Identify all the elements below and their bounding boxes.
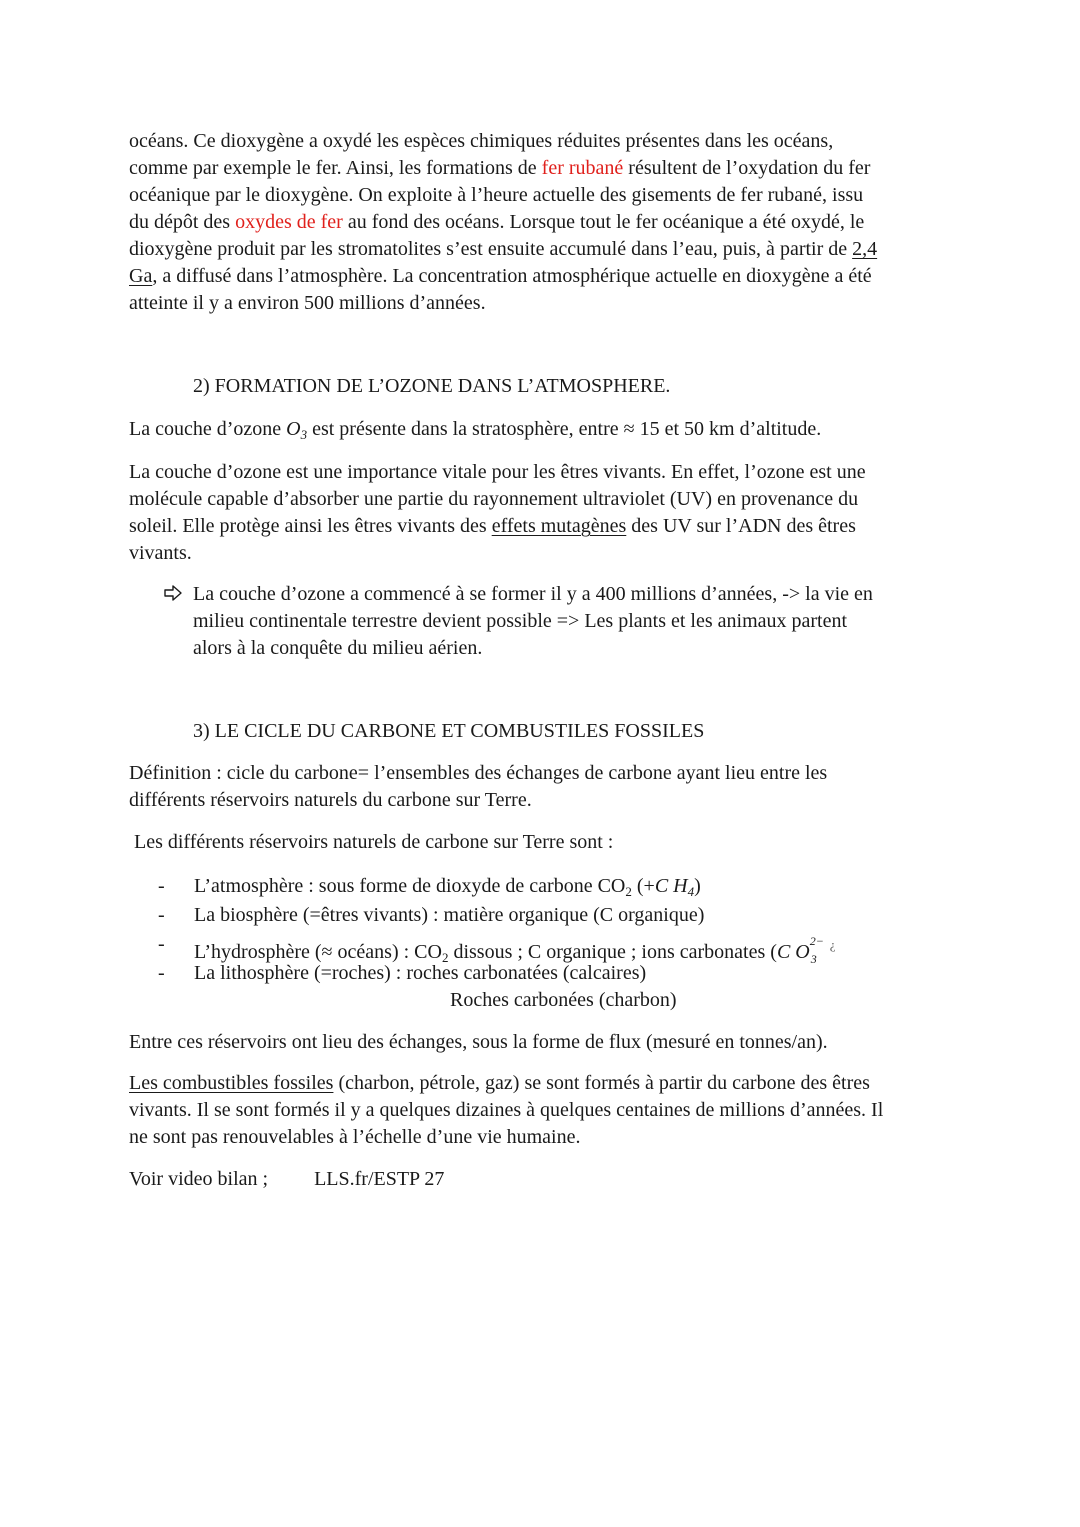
video-reference-line	[129, 1166, 444, 1193]
highlight-oxydes-de-fer: oxydes de fer	[235, 211, 343, 233]
text-line: La couche d’ozone $O_3$ est présente dans la stratosphère, entre ≈ 15 et 50 km d’altitude.	[129, 418, 822, 442]
section-heading-carbon: 3) LE CICLE DU CARBONE ET COMBUSTILES FOSSILES	[193, 720, 705, 742]
dash-bullet: -	[158, 904, 165, 926]
text-line: océanique par le dioxygène. On exploite à l’heure actuelle des gisements de fer rubané, issu	[129, 184, 864, 206]
underlined-date: 2,4	[852, 238, 878, 260]
text-line: océans. Ce dioxygène a oxydé les espèces chimiques réduites présentes dans les océans,	[129, 130, 834, 152]
paragraph-flux	[129, 1029, 959, 1056]
hollow-arrow-icon	[163, 583, 183, 603]
paragraph-ozone-importance	[129, 459, 959, 567]
text-line: du dépôt des oxydes de fer au fond des océans. Lorsque tout le fer océanique a été oxydé, le	[129, 211, 865, 233]
methane-formula: C $H_4$	[654, 875, 695, 899]
dash-bullet: -	[158, 875, 165, 897]
section-heading-ozone: 2) FORMATION DE L’OZONE DANS L’ATMOSPHERE.	[193, 375, 671, 397]
underlined-term: Les combustibles fossiles	[129, 1072, 334, 1094]
list-item-continuation: Roches carbonées (charbon)	[450, 989, 677, 1011]
underlined-term: effets mutagènes	[491, 515, 627, 537]
text-line: vivants.	[129, 542, 192, 564]
text-line: dioxygène produit par les stromatolites s’est ensuite accumulé dans l’eau, puis, à partir de 2,4	[129, 238, 878, 260]
text-line: vivants. Il se sont formés il y a quelques dizaines à quelques centaines de millions d’années. Il	[129, 1099, 884, 1121]
dash-bullet: -	[158, 933, 165, 955]
list-item: - L’atmosphère : sous forme de dioxyde de carbone $CO_2$ (+C $H_4$)	[158, 872, 958, 901]
text-line: Les différents réservoirs naturels de carbone sur Terre sont :	[134, 831, 614, 853]
text-line: Les combustibles fossiles (charbon, pétrole, gaz) se sont formés à partir du carbone des êtres	[129, 1072, 870, 1094]
paragraph-definition	[129, 760, 959, 814]
paragraph-reservoirs-intro	[134, 829, 964, 856]
dash-bullet: -	[158, 962, 165, 984]
video-reference-link[interactable]: LLS.fr/ESTP 27	[314, 1168, 445, 1190]
text-line: soleil. Elle protège ainsi les êtres vivants des effets mutagènes des UV sur l’ADN des êtres	[129, 515, 856, 537]
text-line: ne sont pas renouvelables à l’échelle d’une vie humaine.	[129, 1126, 581, 1148]
text-line: Définition : cicle du carbone= l’ensembles des échanges de carbone ayant lieu entre les	[129, 762, 828, 784]
text-line: Ga, a diffusé dans l’atmosphère. La concentration atmosphérique actuelle en dioxygène a été	[129, 265, 872, 287]
carbonate-formula: C O 2− 3	[776, 934, 824, 967]
text-line: atteinte il y a environ 500 millions d’années.	[129, 292, 486, 314]
text-line: milieu continentale terrestre devient possible => Les plants et les animaux partent	[193, 610, 848, 632]
text-line: molécule capable d’absorber une partie du rayonnement ultraviolet (UV) en provenance du	[129, 488, 859, 510]
list-item: - L’hydrosphère (≈ océans) : $CO_2$ dissous ; C organique ; ions carbonates (C O 2− 3 ¿	[158, 930, 958, 959]
highlight-fer-rubane: fer rubané	[541, 157, 624, 179]
paragraph-fossil-fuels	[129, 1070, 959, 1151]
paragraph-ozone-layer	[129, 416, 959, 448]
underlined-date: Ga	[129, 265, 153, 287]
text-line: Entre ces réservoirs ont lieu des échanges, sous la forme de flux (mesuré en tonnes/an).	[129, 1031, 828, 1053]
arrow-bullet-text	[193, 581, 953, 662]
video-label: Voir video bilan ;	[129, 1168, 269, 1190]
text-line: La couche d’ozone a commencé à se former il y a 400 millions d’années, -> la vie en	[193, 583, 873, 605]
list-item: - La lithosphère (=roches) : roches carbonatées (calcaires)	[158, 959, 958, 988]
ozone-formula: $O_3$	[286, 418, 308, 442]
reservoir-list	[158, 872, 958, 988]
text-line: différents réservoirs naturels du carbone sur Terre.	[129, 789, 532, 811]
text-line: alors à la conquête du milieu aérien.	[193, 637, 483, 659]
list-item: - La biosphère (=êtres vivants) : matière organique (C organique)	[158, 901, 958, 930]
paragraph-oxygen-iron	[129, 128, 959, 317]
text-line: La couche d’ozone est une importance vitale pour les êtres vivants. En effet, l’ozone est une	[129, 461, 866, 483]
text-line: comme par exemple le fer. Ainsi, les formations de fer rubané résultent de l’oxydation du fer	[129, 157, 871, 179]
